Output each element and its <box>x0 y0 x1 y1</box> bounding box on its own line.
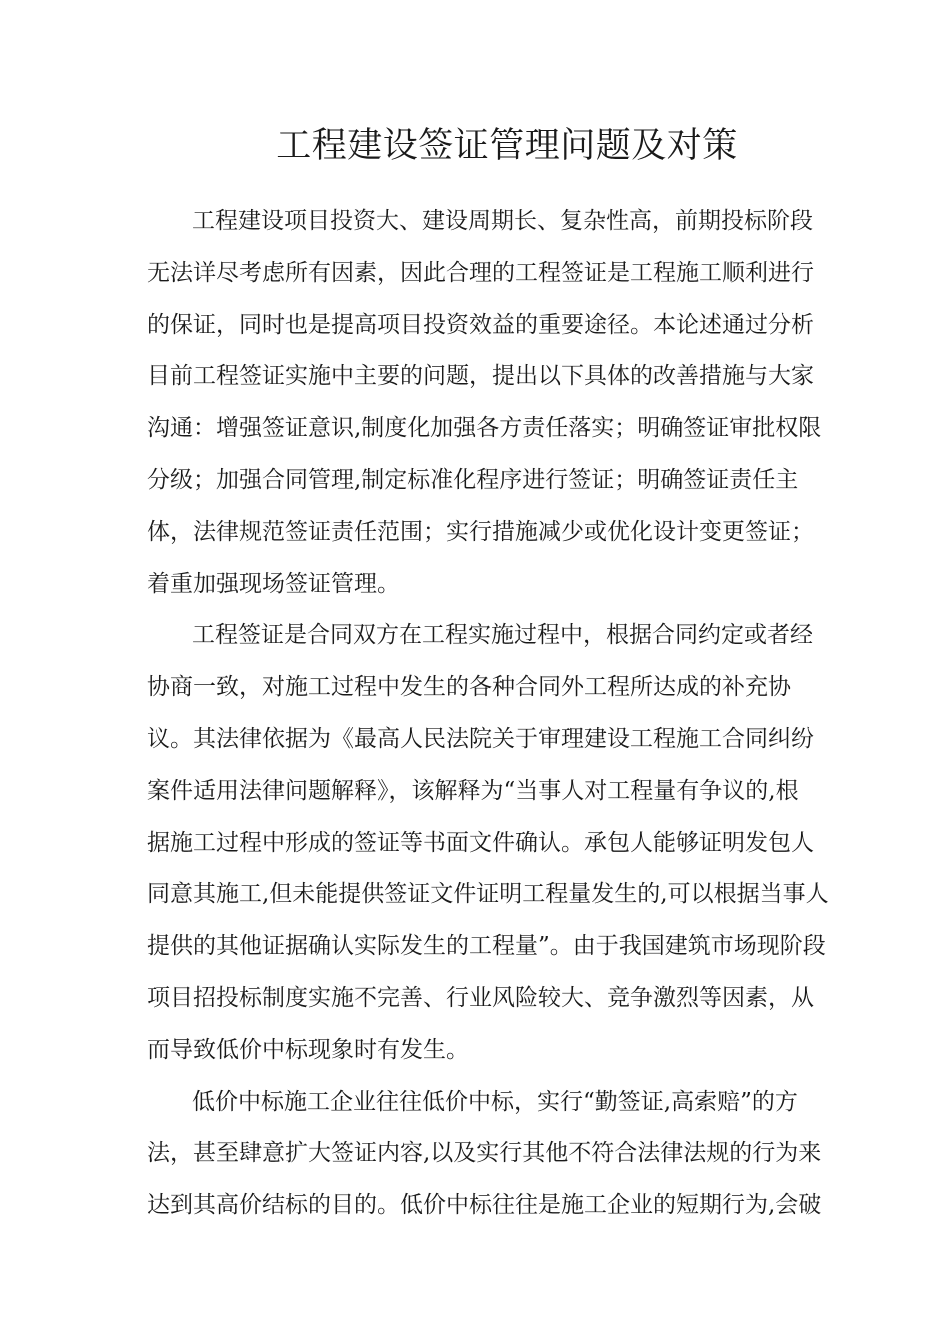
text-line: 议。其法律依据为《最高人民法院关于审理建设工程施工合同纠纷 <box>147 725 814 752</box>
text-line: 体，法律规范签证责任范围；实行措施减少或优化设计变更签证； <box>147 518 814 545</box>
text-line: 提供的其他证据确认实际发生的工程量”。由于我国建筑市场现阶段 <box>147 933 826 960</box>
text-line: 而导致低价中标现象时有发生。 <box>147 1036 469 1063</box>
text-line: 项目招投标制度实施不完善、行业风险较大、竞争激烈等因素，从 <box>147 984 814 1011</box>
text-line: 无法详尽考虑所有因素，因此合理的工程签证是工程施工顺利进行 <box>147 259 814 286</box>
text-line: 着重加强现场签证管理。 <box>147 570 400 597</box>
text-line: 沟通：增强签证意识,制度化加强各方责任落实；明确签证审批权限 <box>147 415 822 442</box>
text-line: 同意其施工,但未能提供签证文件证明工程量发生的,可以根据当事人 <box>147 881 829 908</box>
text-line: 工程建设项目投资大、建设周期长、复杂性高，前期投标阶段 <box>192 208 813 234</box>
text-line: 据施工过程中形成的签证等书面文件确认。承包人能够证明发包人 <box>147 829 814 856</box>
text-line: 目前工程签证实施中主要的问题，提出以下具体的改善措施与大家 <box>147 363 814 390</box>
text-line: 工程签证是合同双方在工程实施过程中，根据合同约定或者经 <box>192 622 813 649</box>
text-line: 法，甚至肆意扩大签证内容,以及实行其他不符合法律法规的行为来 <box>147 1140 822 1167</box>
text-line: 低价中标施工企业往往低价中标，实行“勤签证,高索赔”的方 <box>192 1088 798 1115</box>
text-line: 协商一致，对施工过程中发生的各种合同外工程所达成的补充协 <box>147 674 791 701</box>
document-title: 工程建设签证管理问题及对策 <box>276 126 738 166</box>
text-line: 案件适用法律问题解释》，该解释为“当事人对工程量有争议的,根 <box>147 777 799 804</box>
text-line: 分级；加强合同管理,制定标准化程序进行签证；明确签证责任主 <box>147 466 799 493</box>
text-line: 达到其高价结标的目的。低价中标往往是施工企业的短期行为,会破 <box>147 1192 822 1219</box>
text-line: 的保证，同时也是提高项目投资效益的重要途径。本论述通过分析 <box>147 311 814 338</box>
document-body <box>147 196 847 1232</box>
